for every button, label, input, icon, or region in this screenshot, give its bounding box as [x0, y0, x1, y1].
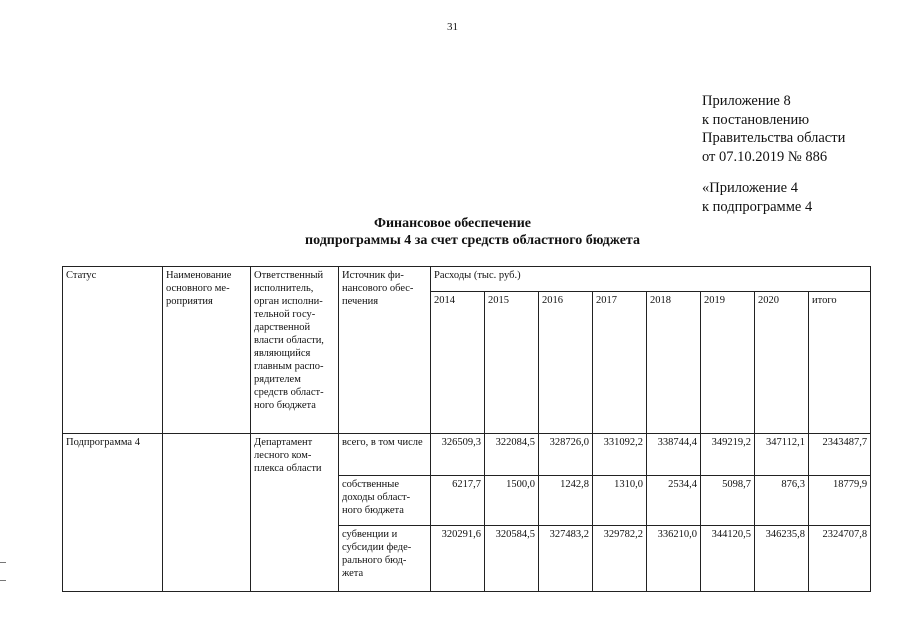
title-line-2: подпрограммы 4 за счет средств областного бюджета	[305, 233, 640, 248]
value-cell: 326509,3	[431, 434, 485, 476]
table-row	[63, 434, 871, 476]
scan-edge-mark	[0, 580, 6, 581]
value-cell: 1310,0	[593, 476, 647, 526]
page-number: 31	[447, 21, 458, 33]
value-cell: 320584,5	[485, 526, 539, 592]
appendix-line: Приложение 8	[702, 93, 791, 109]
value-cell: 1242,8	[539, 476, 593, 526]
total-cell: 2343487,7	[809, 434, 871, 476]
header-activity: Наименование основного ме-роприятия	[163, 267, 251, 434]
table-header-row	[63, 267, 871, 292]
header-source: Источник фи-нансового обес-печения	[339, 267, 431, 434]
source-cell: всего, в том числе	[339, 434, 431, 476]
header-year: 2014	[431, 292, 485, 434]
header-year: 2019	[701, 292, 755, 434]
value-cell: 347112,1	[755, 434, 809, 476]
financing-table	[62, 266, 871, 592]
value-cell: 349219,2	[701, 434, 755, 476]
scan-edge-mark	[0, 562, 6, 563]
appendix-block	[702, 92, 845, 166]
total-cell: 2324707,8	[809, 526, 871, 592]
value-cell: 320291,6	[431, 526, 485, 592]
header-year: 2016	[539, 292, 593, 434]
total-cell: 18779,9	[809, 476, 871, 526]
value-cell: 336210,0	[647, 526, 701, 592]
header-total: итого	[809, 292, 871, 434]
value-cell: 338744,4	[647, 434, 701, 476]
source-cell: собственные доходы област-ного бюджета	[339, 476, 431, 526]
header-expenses: Расходы (тыс. руб.)	[431, 267, 871, 292]
value-cell: 344120,5	[701, 526, 755, 592]
appendix-line: к постановлению	[702, 111, 810, 128]
title-line-1: Финансовое обеспечение	[373, 216, 532, 231]
value-cell: 876,3	[755, 476, 809, 526]
sub-appendix-line: «Приложение 4	[702, 180, 798, 196]
header-executor: Ответственный исполнитель, орган исполни-тельной госу-дарственной власти области, являющийся главным распо-рядителем средств област-ного бюджета	[251, 267, 339, 434]
document-title	[0, 215, 905, 249]
activity-cell	[163, 434, 251, 592]
source-cell: субвенции и субсидии феде-рального бюд-жета	[339, 526, 431, 592]
value-cell: 6217,7	[431, 476, 485, 526]
header-year: 2018	[647, 292, 701, 434]
header-year: 2020	[755, 292, 809, 434]
sub-appendix-block	[702, 179, 812, 216]
value-cell: 331092,2	[593, 434, 647, 476]
value-cell: 328726,0	[539, 434, 593, 476]
status-cell: Подпрограмма 4	[63, 434, 163, 592]
value-cell: 5098,7	[701, 476, 755, 526]
value-cell: 2534,4	[647, 476, 701, 526]
value-cell: 322084,5	[485, 434, 539, 476]
value-cell: 329782,2	[593, 526, 647, 592]
sub-appendix-line: к подпрограмме 4	[702, 198, 813, 215]
header-year: 2017	[593, 292, 647, 434]
value-cell: 1500,0	[485, 476, 539, 526]
value-cell: 346235,8	[755, 526, 809, 592]
executor-cell: Департамент лесного ком-плекса области	[251, 434, 339, 592]
value-cell: 327483,2	[539, 526, 593, 592]
appendix-line: Правительства области	[702, 130, 846, 146]
appendix-line: от 07.10.2019 № 886	[702, 148, 828, 165]
header-year: 2015	[485, 292, 539, 434]
header-status: Статус	[63, 267, 163, 434]
